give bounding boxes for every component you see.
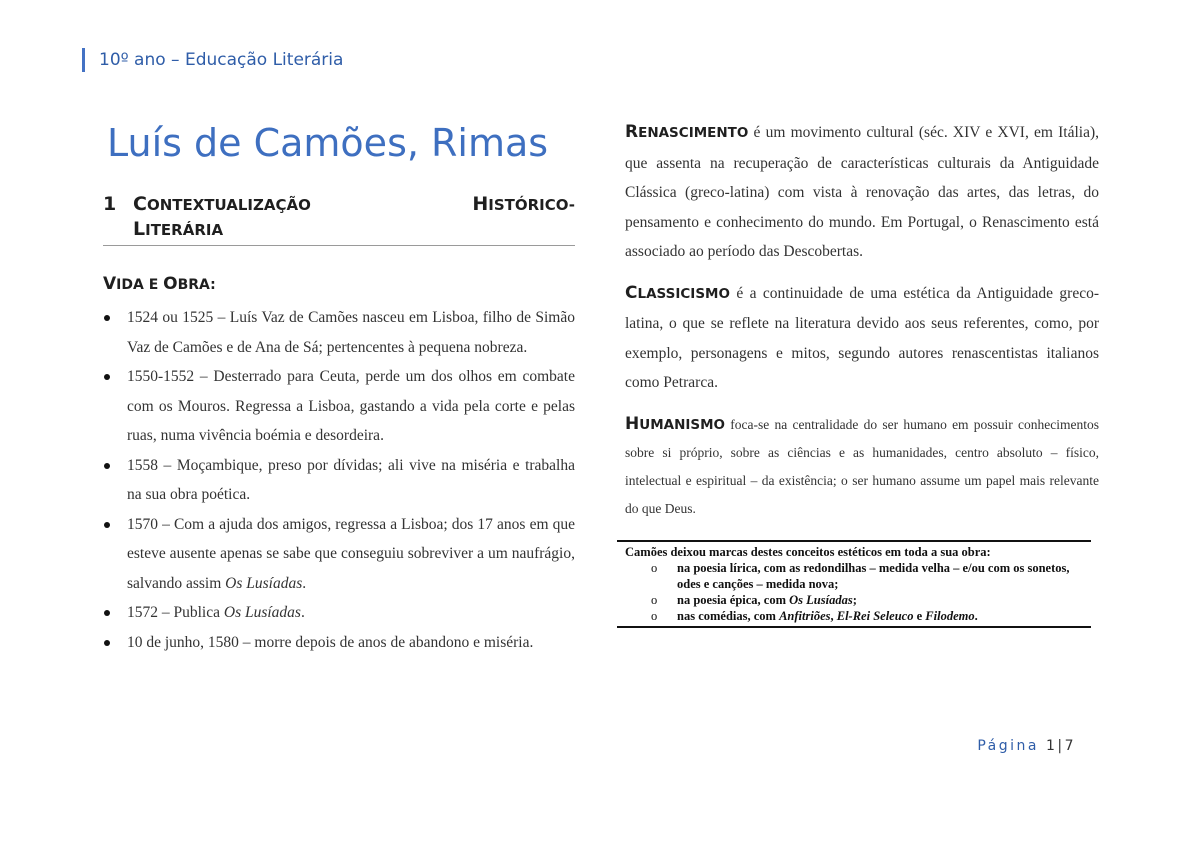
term-classicismo: CLASSICISMO	[625, 282, 730, 303]
term-renascimento: RENASCIMENTO	[625, 122, 749, 142]
section-word-1: CONTEXTUALIZAÇÃO	[133, 193, 311, 215]
footer-label: Página	[977, 738, 1039, 754]
section-heading	[103, 192, 575, 246]
summary-intro: Camões deixou marcas destes conceitos estéticos em toda a sua obra:	[625, 545, 991, 559]
section-word-3: LITERÁRIA	[133, 218, 224, 240]
bio-item: 1558 – Moçambique, preso por dívidas; ali vive na miséria e trabalha na sua obra poética.	[103, 451, 575, 510]
header-text: 10º ano – Educação Literária	[99, 50, 344, 70]
subsection-heading: VIDA E OBRA:	[103, 274, 216, 294]
definition-humanismo: HUMANISMO foca-se na centralidade do ser humano em possuir conhecimentos sobre si próprio, sobre as ciências e as humanidades, centro absoluto – físico, intelectual e espiritual – da existência; o ser humano assume um papel mais relevante do que Deus.	[625, 413, 1099, 516]
bio-item: 1524 ou 1525 – Luís Vaz de Camões nasceu em Lisboa, filho de Simão Vaz de Camões e de Ana de Sá; pertencentes à pequena nobreza.	[103, 303, 575, 362]
definition-renascimento: RENASCIMENTO é um movimento cultural (séc. XIV e XVI, em Itália), que assenta na recuperação de características culturais da Antiguidade Clássica (greco-latina) com vista à renovação das artes, das letras, do pensamento e conhecimento do mundo. Em Portugal, o Renascimento está associado ao período das Descobertas.	[625, 122, 1099, 260]
footer-separator: |	[1057, 738, 1065, 754]
page-header	[82, 48, 343, 72]
page-footer	[977, 738, 1076, 754]
document-title: Luís de Camões, Rimas	[107, 121, 549, 165]
definition-classicismo: CLASSICISMO é a continuidade de uma estética da Antiguidade greco-latina, o que se reflete na literatura devido aos seus referentes, como, por exemplo, personagens e mitos, segundo autores renascentistas italianos como Petrarca.	[625, 282, 1099, 391]
page-total: 7	[1064, 738, 1076, 754]
bio-item: 1570 – Com a ajuda dos amigos, regressa a Lisboa; dos 17 anos em que esteve ausente apenas se sabe que conseguiu sobreviver a um naufrágio, salvando assim Os Lusíadas.	[103, 510, 575, 599]
summary-item: o na poesia lírica, com as redondilhas – medida velha – e/ou com os sonetos, odes e canções – medida nova;	[651, 561, 1070, 591]
summary-item: o na poesia épica, com Os Lusíadas;	[651, 593, 857, 607]
left-column	[103, 118, 575, 657]
page-number: 1	[1045, 738, 1058, 754]
biography-list	[103, 303, 575, 657]
right-column	[625, 118, 1099, 535]
term-humanismo: HUMANISMO	[625, 413, 726, 434]
bio-item: 1572 – Publica Os Lusíadas.	[103, 598, 575, 628]
section-number: 1	[103, 193, 117, 215]
section-word-2: HISTÓRICO-	[472, 193, 575, 215]
bio-item: 1550-1552 – Desterrado para Ceuta, perde um dos olhos em combate com os Mouros. Regressa a Lisboa, gastando a vida pela corte e pelas ruas, numa vivência boémia e desordeira.	[103, 362, 575, 451]
summary-box	[617, 540, 1091, 628]
bio-item: 10 de junho, 1580 – morre depois de anos de abandono e miséria.	[103, 628, 575, 658]
summary-item: o nas comédias, com Anfitriões, El-Rei Seleuco e Filodemo.	[651, 609, 978, 623]
